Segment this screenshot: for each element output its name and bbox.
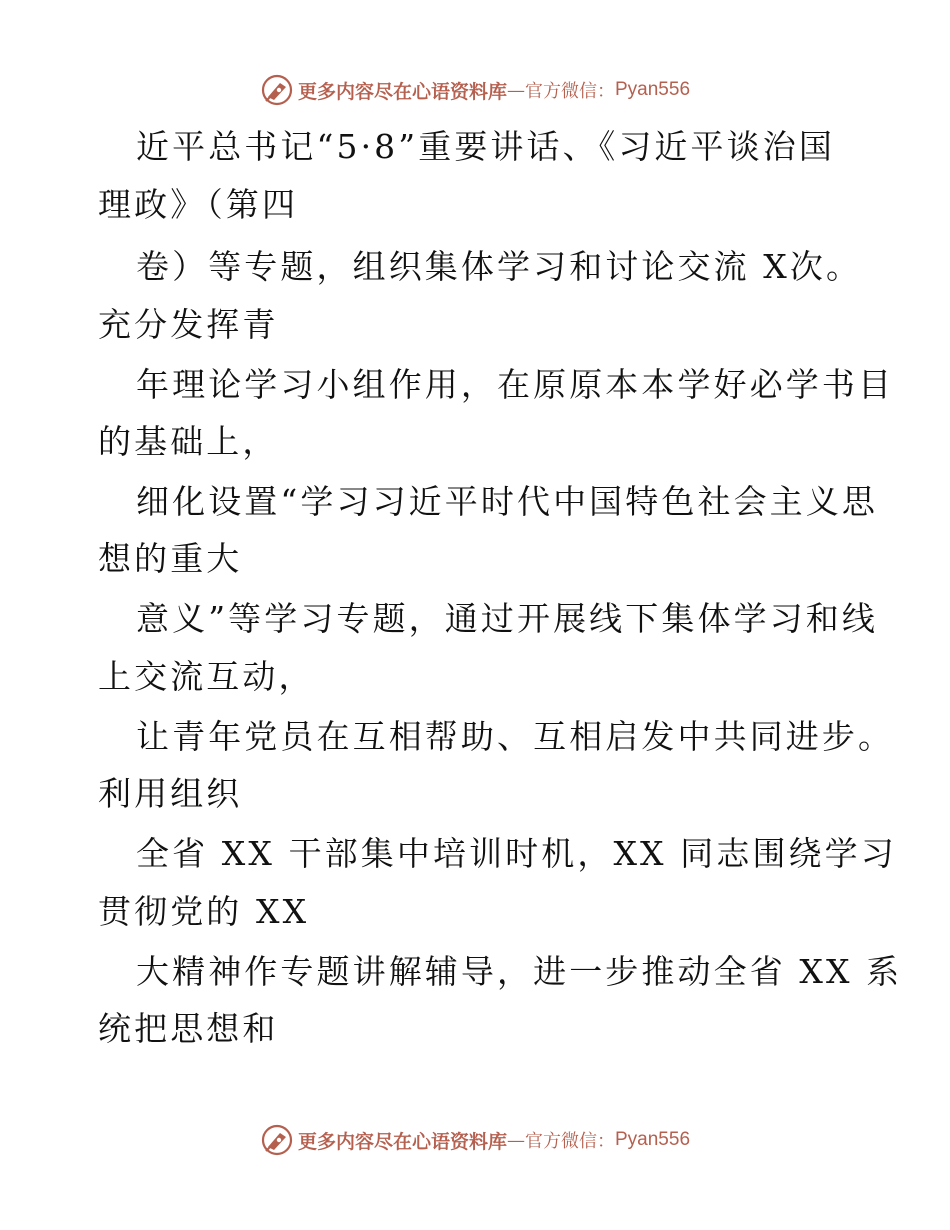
footer-watermark bbox=[0, 1120, 950, 1160]
text-line: 贯彻党的 XX bbox=[98, 892, 310, 931]
text-line: 卷）等专题，组织集体学习和讨论交流 X次。 bbox=[136, 247, 863, 286]
banner-main-text: 更多内容尽在心语资料库 bbox=[297, 1130, 507, 1153]
text-line: 让青年党员在互相帮助、互相启发中共同进步。 bbox=[136, 717, 895, 756]
text-line: 统把思想和 bbox=[98, 1009, 279, 1048]
banner-main-text: 更多内容尽在心语资料库 bbox=[297, 80, 507, 103]
header-watermark bbox=[0, 70, 950, 110]
text-line: 理政》（第四 bbox=[98, 185, 299, 224]
text-line: 意义”等学习专题，通过开展线下集体学习和线 bbox=[136, 599, 878, 638]
text-line: 充分发挥青 bbox=[98, 305, 279, 344]
banner-wechat-label: 官方微信： bbox=[525, 81, 615, 102]
text-line: 大精神作专题讲解辅导，进一步推动全省 XX 系 bbox=[136, 952, 903, 991]
banner-wechat-id: Pyan556 bbox=[615, 1129, 691, 1150]
text-line: 近平总书记“5·8”重要讲话、《习近平谈治国 bbox=[136, 127, 835, 166]
text-line: 想的重大 bbox=[98, 539, 243, 578]
banner-separator: — bbox=[507, 1129, 525, 1151]
text-line: 年理论学习小组作用，在原原本本学好必学书目 bbox=[136, 365, 895, 404]
text-line: 全省 XX 干部集中培训时机，XX 同志围绕学习 bbox=[136, 834, 897, 873]
text-line: 的基础上， bbox=[98, 422, 279, 461]
pen-nib-icon bbox=[260, 73, 294, 107]
banner-wechat-label: 官方微信： bbox=[525, 1131, 615, 1152]
banner-separator: — bbox=[507, 79, 525, 101]
text-line: 上交流互动， bbox=[98, 657, 315, 696]
text-line: 利用组织 bbox=[98, 774, 243, 813]
banner-wechat-id: Pyan556 bbox=[615, 79, 691, 100]
text-line: 细化设置“学习习近平时代中国特色社会主义思 bbox=[136, 482, 878, 521]
pen-nib-icon bbox=[260, 1123, 294, 1157]
